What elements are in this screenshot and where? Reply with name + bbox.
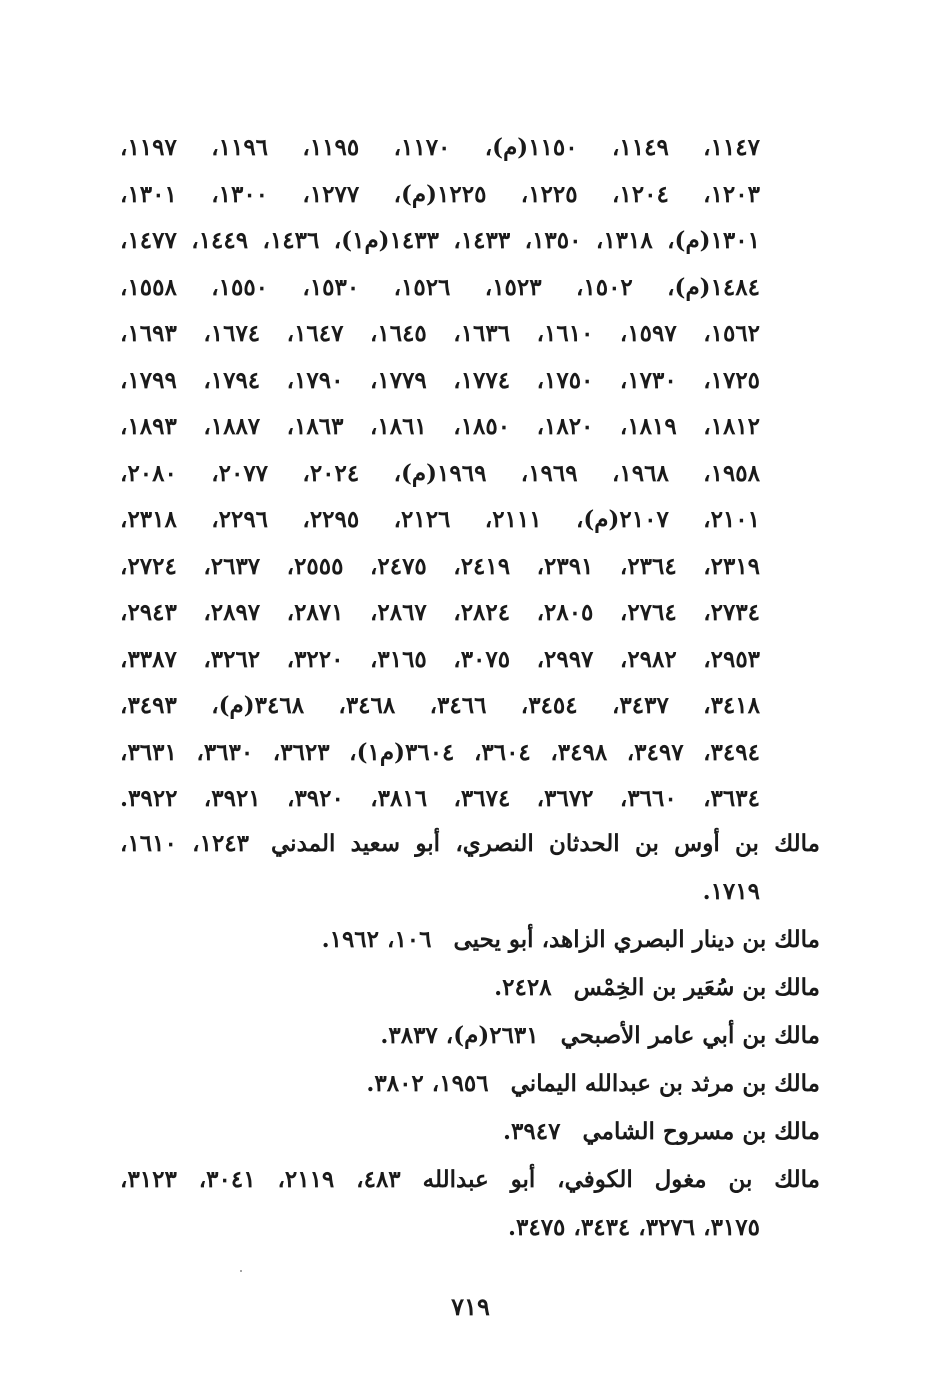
entry-refs: ٤٨٣، ٢١١٩، ٣٠٤١، ٣١٢٣، [120, 1166, 401, 1193]
entry-name: مالك بن دينار البصري الزاهد، أبو يحيى [453, 926, 820, 953]
numbers-line: ٣٦٣٤، ٣٦٦٠، ٣٦٧٢، ٣٦٧٤، ٣٨١٦، ٣٩٢٠، ٣٩٢١، ٣٩٢٢. [120, 785, 760, 812]
numbers-line: ٢٣١٩، ٢٣٦٤، ٢٣٩١، ٢٤١٩، ٢٤٧٥، ٢٥٥٥، ٢٦٣٧، ٢٧٢٤، [120, 552, 760, 580]
entry-name: مالك بن أبي عامر الأصبحي [560, 1022, 820, 1049]
index-entry [120, 1012, 820, 1060]
entry-refs: ١٢٤٣، ١٦١٠، [120, 830, 250, 857]
numbers-line: ١٧٢٥، ١٧٣٠، ١٧٥٠، ١٧٧٤، ١٧٧٩، ١٧٩٠، ١٧٩٤، ١٧٩٩، [120, 366, 760, 394]
entry-refs: ١٠٦، ١٩٦٢. [321, 926, 432, 953]
numbers-line: ١٢٠٣، ١٢٠٤، ١٢٢٥، ١٢٢٥(م)، ١٢٧٧، ١٣٠٠، ١٣٠١، [120, 180, 760, 208]
numbers-line: ١٨١٢، ١٨١٩، ١٨٢٠، ١٨٥٠، ١٨٦١، ١٨٦٣، ١٨٨٧، ١٨٩٣، [120, 413, 760, 440]
index-entry [120, 1108, 820, 1156]
index-entry [120, 964, 820, 1012]
entry-continuation: ١٧١٩. [702, 878, 760, 905]
entry-first-line [120, 916, 820, 964]
entry-continuation: ٣١٧٥، ٣٢٧٦، ٣٤٣٤، ٣٤٧٥. [507, 1214, 760, 1241]
index-entry [120, 820, 820, 916]
numbers-line: ٢١٠١، ٢١٠٧(م)، ٢١١١، ٢١٢٦، ٢٢٩٥، ٢٢٩٦، ٢٣١٨، [120, 506, 760, 533]
numbers-line: ١٥٦٢، ١٥٩٧، ١٦١٠، ١٦٣٦، ١٦٤٥، ١٦٤٧، ١٦٧٤، ١٦٩٣، [120, 320, 760, 347]
entry-name: مالك بن مغول الكوفي، أبو عبدالله [422, 1166, 820, 1193]
index-entry [120, 1060, 820, 1108]
page-number: ٧١٩ [451, 1292, 490, 1321]
numbers-line: ٢٧٣٤، ٢٧٦٤، ٢٨٠٥، ٢٨٢٤، ٢٨٦٧، ٢٨٧١، ٢٨٩٧، ٢٩٤٣، [120, 599, 760, 626]
reference-numbers-block [120, 125, 760, 823]
entry-first-line [120, 1012, 820, 1060]
index-entry [120, 1156, 820, 1252]
numbers-line: ٣٤٩٤، ٣٤٩٧، ٣٤٩٨، ٣٦٠٤، ٣٦٠٤(م١)، ٣٦٢٣، ٣٦٣٠، ٣٦٣١، [120, 738, 760, 766]
print-speck [240, 1270, 242, 1272]
numbers-line: ١٣٠١(م)، ١٣١٨، ١٣٥٠، ١٤٣٣، ١٤٣٣(م١)، ١٤٣٦، ١٤٤٩، ١٤٧٧، [120, 227, 760, 254]
entry-refs: ٢٤٢٨. [494, 974, 552, 1001]
numbers-line: ١١٤٧، ١١٤٩، ١١٥٠(م)، ١١٧٠، ١١٩٥، ١١٩٦، ١١٩٧، [120, 134, 760, 161]
narrator-entries [120, 820, 820, 1252]
numbers-line: ٢٩٥٣، ٢٩٨٢، ٢٩٩٧، ٣٠٧٥، ٣١٦٥، ٣٢٢٠، ٣٢٦٢، ٣٣٨٧، [120, 645, 760, 673]
entry-refs: ١٩٥٦، ٣٨٠٢. [366, 1070, 489, 1097]
entry-name: مالك بن مرثد بن عبدالله اليماني [510, 1070, 820, 1097]
entry-refs: ٢٦٣١(م)، ٣٨٣٧. [380, 1022, 539, 1049]
entry-first-line [120, 964, 820, 1012]
entry-name: مالك بن مسروح الشامي [582, 1118, 820, 1145]
entry-first-line [120, 1156, 820, 1204]
entry-name: مالك بن أوس بن الحدثان النصري، أبو سعيد المدني [271, 830, 820, 857]
numbers-line: ١٩٥٨، ١٩٦٨، ١٩٦٩، ١٩٦٩(م)، ٢٠٢٤، ٢٠٧٧، ٢٠٨٠، [120, 459, 760, 487]
numbers-line: ١٤٨٤(م)، ١٥٠٢، ١٥٢٣، ١٥٢٦، ١٥٣٠، ١٥٥٠، ١٥٥٨، [120, 273, 760, 301]
index-entry [120, 916, 820, 964]
entry-name: مالك بن سُعَير بن الخِمْس [573, 974, 820, 1001]
entry-refs: ٣٩٤٧. [503, 1118, 561, 1145]
entry-first-line [120, 1060, 820, 1108]
numbers-line: ٣٤١٨، ٣٤٣٧، ٣٤٥٤، ٣٤٦٦، ٣٤٦٨، ٣٤٦٨(م)، ٣٤٩٣، [120, 692, 760, 719]
entry-first-line [120, 1108, 820, 1156]
entry-first-line [120, 820, 820, 868]
